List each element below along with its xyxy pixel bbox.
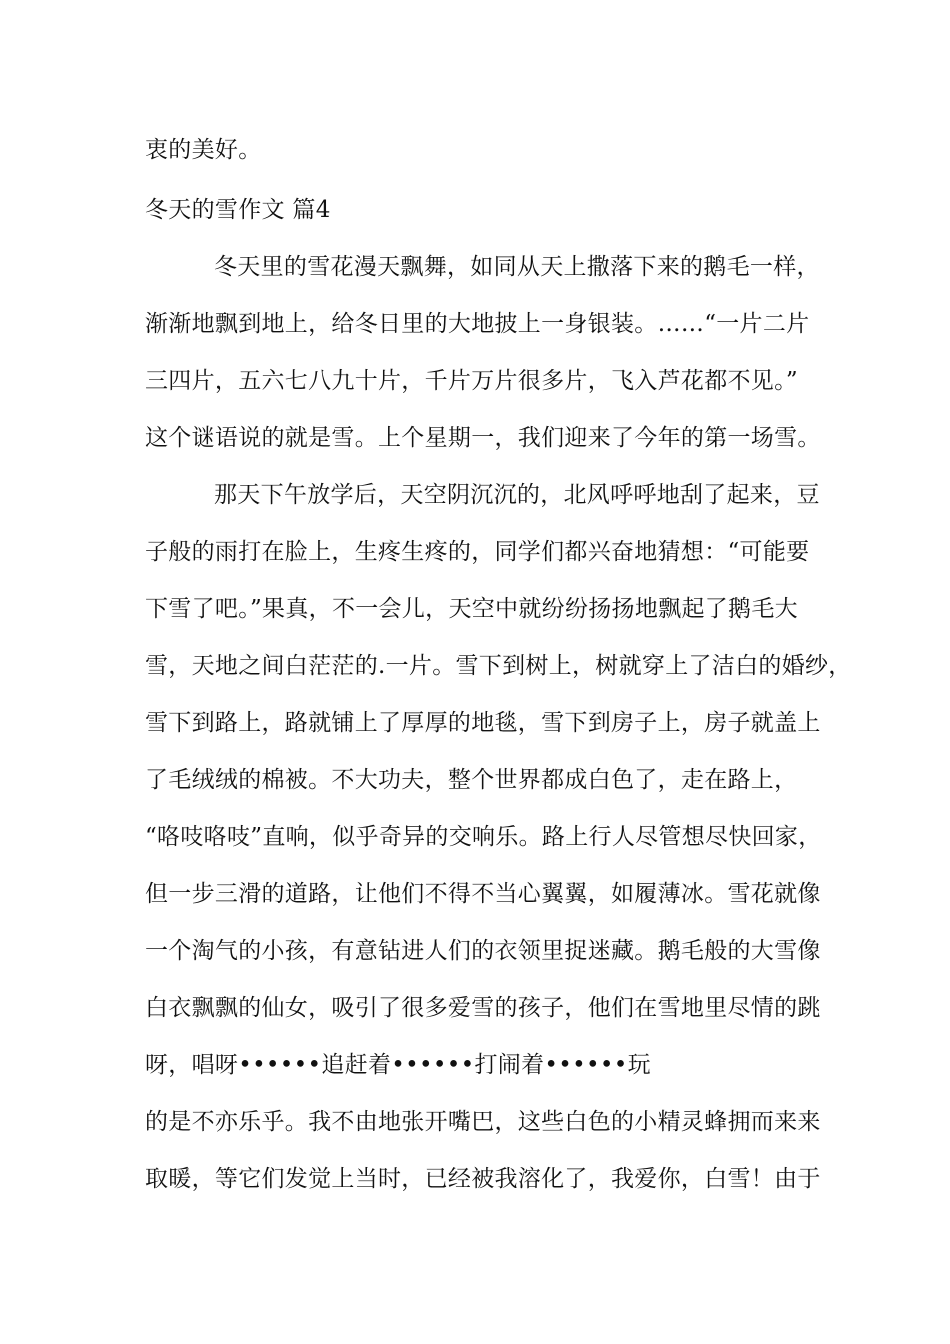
text-line: 的是不亦乐乎。我不由地张开嘴巴，这些白色的小精灵蜂拥而来来 [145, 1109, 821, 1135]
text-line: 子般的雨打在脸上，生疼生疼的，同学们都兴奋地猜想：“可能要 [145, 539, 810, 565]
text-line: 这个谜语说的就是雪。上个星期一，我们迎来了今年的第一场雪。 [145, 425, 821, 451]
text-line: 雪，天地之间白茫茫的.一片。雪下到树上，树就穿上了洁白的婚纱， [145, 653, 852, 679]
text-line: 白衣飘飘的仙女，吸引了很多爱雪的孩子，他们在雪地里尽情的跳 [145, 995, 821, 1021]
text-line: 了毛绒绒的棉被。不大功夫，整个世界都成白色了，走在路上， [145, 767, 798, 793]
section-heading: 冬天的雪作文 篇4 [145, 197, 331, 223]
text-line: 但一步三滑的道路，让他们不得不当心翼翼，如履薄冰。雪花就像 [145, 881, 821, 907]
text-line: 三四片，五六七八九十片，千片万片很多片，飞入芦花都不见。” [145, 368, 798, 394]
text-line: 下雪了吧。”果真，不一会儿，天空中就纷纷扬扬地飘起了鹅毛大 [145, 596, 798, 622]
paragraph-first-line: 冬天里的雪花漫天飘舞，如同从天上撒落下来的鹅毛一样， [214, 254, 820, 280]
text-line: 衷的美好。 [145, 137, 262, 163]
text-line: 呀，唱呀••••••追赶着••••••打闹着••••••玩 [145, 1052, 651, 1078]
text-line: 雪下到路上，路就铺上了厚厚的地毯，雪下到房子上，房子就盖上 [145, 710, 821, 736]
text-line: 渐渐地飘到地上，给冬日里的大地披上一身银装。……“一片二片 [145, 311, 810, 337]
paragraph-first-line: 那天下午放学后，天空阴沉沉的，北风呼呼地刮了起来，豆 [214, 482, 820, 508]
text-line: 一个淘气的小孩，有意钻进人们的衣领里捉迷藏。鹅毛般的大雪像 [145, 938, 821, 964]
text-line: “咯吱咯吱”直响，似乎奇异的交响乐。路上行人尽管想尽快回家， [145, 824, 822, 850]
text-line: 取暖，等它们发觉上当时，已经被我溶化了，我爱你，白雪！由于 [145, 1166, 821, 1192]
